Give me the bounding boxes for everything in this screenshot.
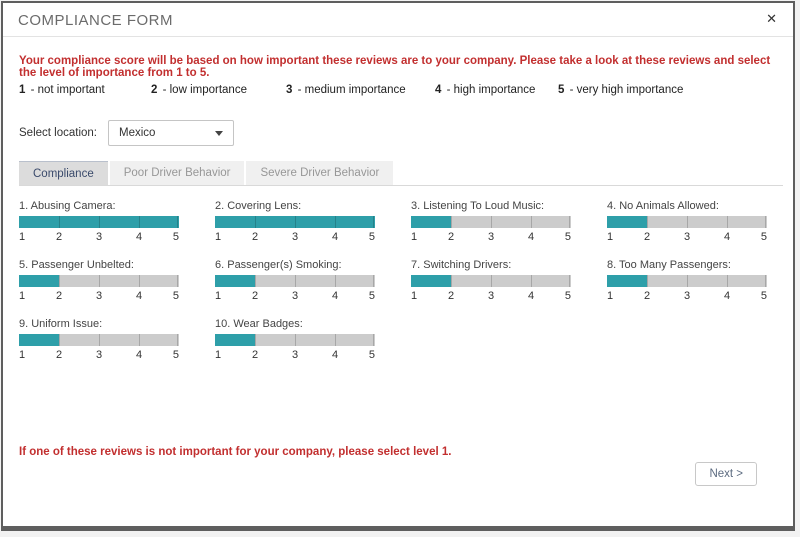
slider-track[interactable]	[19, 334, 179, 346]
slider-tick	[59, 275, 60, 287]
scale-number: 4	[135, 349, 143, 361]
scale-number: 3	[95, 231, 103, 243]
slider-tick	[531, 216, 532, 228]
footer	[695, 462, 757, 486]
slider-fill	[607, 216, 647, 228]
slider-fill	[411, 216, 451, 228]
slider-tick	[531, 275, 532, 287]
slider-track[interactable]	[19, 216, 179, 228]
scale-number: 1	[19, 349, 26, 361]
slider-fill	[411, 275, 451, 287]
scale-number: 5	[172, 231, 179, 243]
location-dropdown[interactable]	[108, 120, 234, 146]
legend-item: 2 - low importance	[151, 84, 247, 96]
importance-legend	[3, 84, 793, 100]
slider-cell	[215, 259, 375, 304]
scale-number: 1	[411, 290, 418, 302]
scale-number: 4	[331, 290, 339, 302]
scale-number: 3	[487, 231, 495, 243]
scale-number: 4	[135, 231, 143, 243]
slider-fill	[215, 334, 255, 346]
slider-scale	[215, 290, 375, 304]
slider-track[interactable]	[215, 216, 375, 228]
scale-number: 3	[95, 290, 103, 302]
scale-number: 2	[55, 231, 63, 243]
slider-tick	[99, 334, 100, 346]
slider-tick	[491, 216, 492, 228]
scale-number: 2	[251, 290, 259, 302]
slider-label: 9. Uniform Issue:	[19, 318, 103, 330]
scale-number: 3	[487, 290, 495, 302]
scale-number: 1	[215, 231, 222, 243]
scale-number: 5	[760, 290, 767, 302]
scale-number: 2	[55, 349, 63, 361]
slider-tick	[255, 216, 256, 228]
slider-fill	[19, 334, 59, 346]
slider-tick	[335, 334, 336, 346]
location-value: Mexico	[119, 127, 156, 139]
close-icon[interactable]: ✕	[766, 11, 777, 26]
slider-label: 10. Wear Badges:	[215, 318, 303, 330]
slider-tick	[687, 275, 688, 287]
scale-number: 4	[527, 231, 535, 243]
scale-number: 1	[411, 231, 418, 243]
slider-scale	[19, 290, 179, 304]
scale-number: 3	[291, 290, 299, 302]
slider-track[interactable]	[411, 275, 571, 287]
scale-number: 2	[643, 231, 651, 243]
slider-tick	[139, 275, 140, 287]
slider-tick	[765, 216, 766, 228]
scale-number: 2	[447, 290, 455, 302]
scale-number: 5	[368, 349, 375, 361]
scale-number: 3	[683, 290, 691, 302]
slider-tick	[139, 334, 140, 346]
slider-tick	[255, 275, 256, 287]
scale-number: 1	[215, 290, 222, 302]
slider-tick	[491, 275, 492, 287]
slider-tick	[295, 216, 296, 228]
scale-number: 3	[291, 231, 299, 243]
slider-label: 8. Too Many Passengers:	[607, 259, 731, 271]
tab-compliance[interactable]: Compliance	[19, 161, 108, 185]
sliders-grid	[19, 200, 767, 363]
next-button[interactable]: Next >	[695, 462, 757, 486]
slider-scale	[215, 349, 375, 363]
scale-number: 3	[95, 349, 103, 361]
scale-number: 5	[564, 231, 571, 243]
scale-number: 5	[564, 290, 571, 302]
slider-fill	[19, 275, 59, 287]
slider-cell	[19, 259, 179, 304]
location-row	[19, 120, 234, 146]
slider-fill	[607, 275, 647, 287]
slider-track[interactable]	[215, 334, 375, 346]
intro-text: Your compliance score will be based on how important these reviews are to your company. Please take a look at these reviews and select the level of importance from 1 to 5.	[19, 55, 771, 79]
slider-tick	[373, 334, 374, 346]
scale-number: 5	[172, 290, 179, 302]
slider-tick	[99, 275, 100, 287]
slider-cell	[215, 318, 375, 363]
scale-number: 1	[607, 290, 614, 302]
slider-tick	[59, 216, 60, 228]
scale-number: 4	[723, 290, 731, 302]
scale-number: 2	[447, 231, 455, 243]
slider-label: 3. Listening To Loud Music:	[411, 200, 545, 212]
slider-tick	[687, 216, 688, 228]
slider-track[interactable]	[607, 275, 767, 287]
slider-tick	[177, 216, 178, 228]
slider-track[interactable]	[411, 216, 571, 228]
tab-severe-driver-behavior[interactable]: Severe Driver Behavior	[246, 161, 393, 185]
select-location-label: Select location:	[19, 127, 97, 139]
slider-label: 5. Passenger Unbelted:	[19, 259, 134, 271]
slider-tick	[59, 334, 60, 346]
scale-number: 1	[607, 231, 614, 243]
scale-number: 3	[291, 349, 299, 361]
slider-cell	[607, 200, 767, 245]
tab-divider	[19, 185, 783, 186]
page-title: COMPLIANCE FORM	[18, 12, 174, 29]
legend-item: 1 - not important	[19, 84, 105, 96]
slider-tick	[295, 275, 296, 287]
slider-tick	[177, 334, 178, 346]
slider-cell	[411, 259, 571, 304]
slider-tick	[139, 216, 140, 228]
note-text: If one of these reviews is not important for your company, please select level 1.	[19, 446, 452, 458]
tab-poor-driver-behavior[interactable]: Poor Driver Behavior	[110, 161, 245, 185]
slider-scale	[19, 231, 179, 245]
chevron-down-icon	[215, 131, 223, 136]
slider-tick	[647, 275, 648, 287]
slider-track[interactable]	[607, 216, 767, 228]
slider-cell	[411, 200, 571, 245]
scale-number: 4	[331, 349, 339, 361]
slider-label: 1. Abusing Camera:	[19, 200, 116, 212]
slider-label: 4. No Animals Allowed:	[607, 200, 719, 212]
slider-tick	[569, 216, 570, 228]
slider-scale	[411, 231, 571, 245]
slider-cell	[19, 200, 179, 245]
scale-number: 5	[368, 290, 375, 302]
scale-number: 2	[643, 290, 651, 302]
slider-tick	[335, 275, 336, 287]
scale-number: 4	[135, 290, 143, 302]
slider-scale	[215, 231, 375, 245]
scale-number: 1	[19, 231, 26, 243]
slider-tick	[99, 216, 100, 228]
slider-tick	[647, 216, 648, 228]
slider-cell	[19, 318, 179, 363]
tab-strip	[19, 161, 393, 185]
slider-tick	[451, 275, 452, 287]
slider-cell	[607, 259, 767, 304]
slider-tick	[335, 216, 336, 228]
scale-number: 5	[760, 231, 767, 243]
slider-tick	[569, 275, 570, 287]
scale-number: 5	[368, 231, 375, 243]
slider-tick	[295, 334, 296, 346]
slider-cell	[215, 200, 375, 245]
slider-tick	[373, 275, 374, 287]
scale-number: 2	[55, 290, 63, 302]
scale-number: 2	[251, 349, 259, 361]
slider-track[interactable]	[19, 275, 179, 287]
slider-tick	[255, 334, 256, 346]
scale-number: 4	[331, 231, 339, 243]
slider-track[interactable]	[215, 275, 375, 287]
slider-scale	[411, 290, 571, 304]
slider-tick	[451, 216, 452, 228]
slider-tick	[727, 275, 728, 287]
slider-tick	[727, 216, 728, 228]
scale-number: 1	[19, 290, 26, 302]
legend-item: 3 - medium importance	[286, 84, 406, 96]
scale-number: 4	[527, 290, 535, 302]
scale-number: 3	[683, 231, 691, 243]
compliance-form-dialog	[1, 1, 795, 531]
scale-number: 4	[723, 231, 731, 243]
slider-fill	[215, 275, 255, 287]
slider-tick	[765, 275, 766, 287]
slider-tick	[373, 216, 374, 228]
scale-number: 2	[251, 231, 259, 243]
slider-scale	[607, 290, 767, 304]
dialog-header	[3, 3, 793, 37]
legend-item: 4 - high importance	[435, 84, 536, 96]
slider-scale	[19, 349, 179, 363]
slider-label: 2. Covering Lens:	[215, 200, 302, 212]
scale-number: 5	[172, 349, 179, 361]
slider-tick	[177, 275, 178, 287]
slider-scale	[607, 231, 767, 245]
scale-number: 1	[215, 349, 222, 361]
slider-label: 7. Switching Drivers:	[411, 259, 512, 271]
slider-label: 6. Passenger(s) Smoking:	[215, 259, 342, 271]
legend-item: 5 - very high importance	[558, 84, 684, 96]
